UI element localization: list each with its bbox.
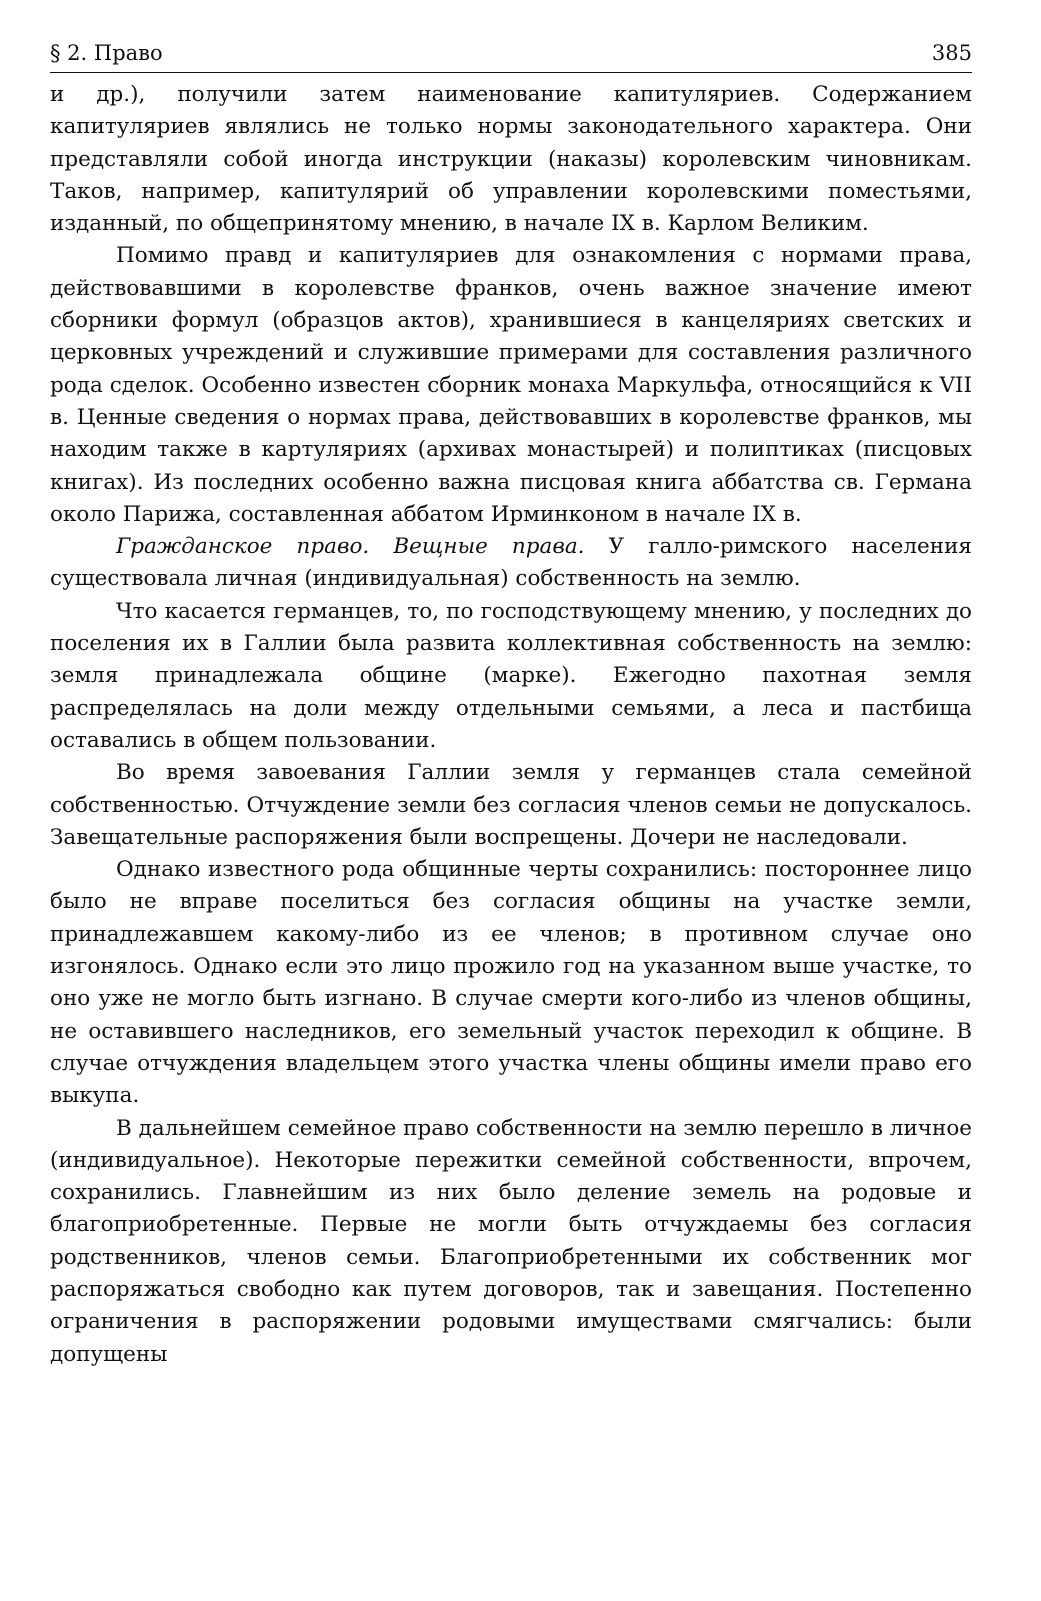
- page-number: 385: [931, 41, 972, 65]
- paragraph-text: У галло-римского населения существовала личная (индивидуальная) собственность на землю.: [50, 534, 972, 592]
- paragraph-6: [50, 854, 972, 1112]
- body-text: [50, 79, 972, 1371]
- paragraph-2: [50, 240, 972, 531]
- book-page: [50, 40, 972, 1371]
- paragraph-text: Во время завоевания Галлии земля у германцев стала семейной собственностью. Отчуждение земли без согласия членов семьи не допускалось. Завещательные распоряжения были воспрещены. Дочери не наследовали.: [50, 760, 972, 850]
- running-head: [50, 40, 972, 73]
- paragraph-5: [50, 757, 972, 854]
- paragraph-7: [50, 1113, 972, 1371]
- paragraph-3: [50, 531, 972, 596]
- section-title: § 2. Право: [50, 41, 163, 65]
- paragraph-text: В дальнейшем семейное право собственности на землю перешло в личное (индивидуальное). Некоторые пережитки семейной собственности, впрочем, сохранились. Главнейшим из них было деление земель на родовые и благоприобретенные. Первые не могли быть отчуждаемы без согласия родственников, членов семьи. Благоприобретенными их собственник мог распоряжаться свободно как путем договоров, так и завещания. Постепенно ограничения в распоряжении родовыми имуществами смягчались: были допущены: [50, 1115, 972, 1367]
- paragraph-text: Однако известного рода общинные черты сохранились: постороннее лицо было не вправе поселиться без согласия общины на участке земли, принадлежавшем какому-либо из ее членов; в противном случае оно изгонялось. Однако если это лицо прожило год на указанном выше участке, то оно уже не могло быть изгнано. В случае смерти кого-либо из членов общины, не оставившего наследников, его земельный участок переходил к общине. В случае отчуждения владельцем этого участка члены общины имели право его выкупа.: [50, 857, 972, 1109]
- paragraph-4: [50, 596, 972, 757]
- paragraph-text: и др.), получили затем наименование капитуляриев. Содержанием капитуляриев являлись не только нормы законодательного характера. Они представляли собой иногда инструкции (наказы) королевским чиновникам. Таков, например, капитулярий об управлении королевскими поместьями, изданный, по общепринятому мнению, в начале IX в. Карлом Великим.: [50, 82, 972, 237]
- paragraph-text: Помимо правд и капитуляриев для ознакомления с нормами права, действовавшими в королевстве франков, очень важное значение имеют сборники формул (образцов актов), хранившиеся в канцеляриях светских и церковных учреждений и служившие примерами для составления различного рода сделок. Особенно известен сборник монаха Маркульфа, относящийся к VII в. Ценные сведения о нормах права, действовавших в королевстве франков, мы находим также в картуляриях (архивах монастырей) и полиптиках (писцовых книгах). Из последних особенно важна писцовая книга аббатства св. Германа около Парижа, составленная аббатом Ирминконом в начале IX в.: [50, 243, 972, 527]
- paragraph-1: [50, 79, 972, 240]
- subsection-heading: Гражданское право. Вещные права.: [116, 534, 585, 560]
- paragraph-text: Что касается германцев, то, по господствующему мнению, у последних до поселения их в Галлии была развита коллективная собственность на землю: земля принадлежала общине (марке). Ежегодно пахотная земля распределялась на доли между отдельными семьями, а леса и пастбища оставались в общем пользовании.: [50, 598, 972, 753]
